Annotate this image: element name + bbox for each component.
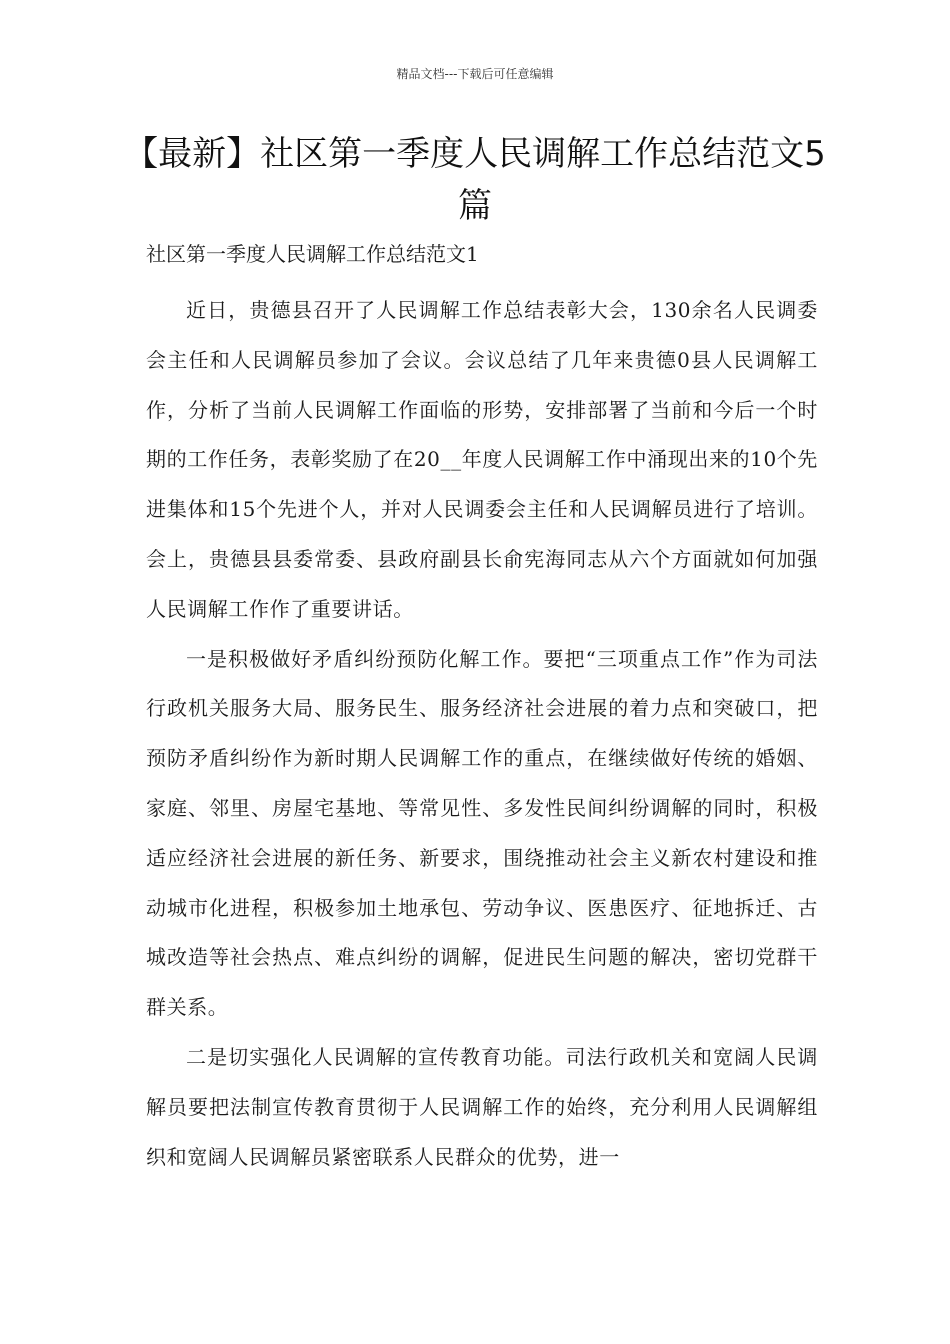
body-text — [146, 286, 818, 1182]
section-subtitle: 社区第一季度人民调解工作总结范文1 — [146, 242, 479, 266]
header-note: 精品文档---下载后可任意编辑 — [396, 67, 554, 81]
paragraph-1: 近日，贵德县召开了人民调解工作总结表彰大会，130余名人民调委会主任和人民调解员参加了会议。会议总结了几年来贵德0县人民调解工作，分析了当前人民调解工作面临的形势，安排部署了当前和今后一个时期的工作任务，表彰奖励了在20__年度人民调解工作中涌现出来的10个先进集体和15个先进个人，并对人民调委会主任和人民调解员进行了培训。会上，贵德县县委常委、县政府副县长俞宪海同志从六个方面就如何加强人民调解工作作了重要讲话。 — [146, 298, 818, 621]
paragraph-2: 一是积极做好矛盾纠纷预防化解工作。要把“三项重点工作”作为司法行政机关服务大局、服务民生、服务经济社会进展的着力点和突破口，把预防矛盾纠纷作为新时期人民调解工作的重点，在继续做好传统的婚姻、家庭、邻里、房屋宅基地、等常见性、多发性民间纠纷调解的同时，积极适应经济社会进展的新任务、新要求，围绕推动社会主义新农村建设和推动城市化进程，积极参加土地承包、劳动争议、医患医疗、征地拆迁、古城改造等社会热点、难点纠纷的调解，促进民生问题的解决，密切党群干群关系。 — [146, 646, 818, 1020]
paragraph-3: 二是切实强化人民调解的宣传教育功能。司法行政机关和宽阔人民调解员要把法制宣传教育贯彻于人民调解工作的始终，充分利用人民调解组织和宽阔人民调解员紧密联系人民群众的优势，进一 — [146, 1044, 818, 1169]
document-title: 【最新】社区第一季度人民调解工作总结范文5篇 — [124, 134, 826, 226]
